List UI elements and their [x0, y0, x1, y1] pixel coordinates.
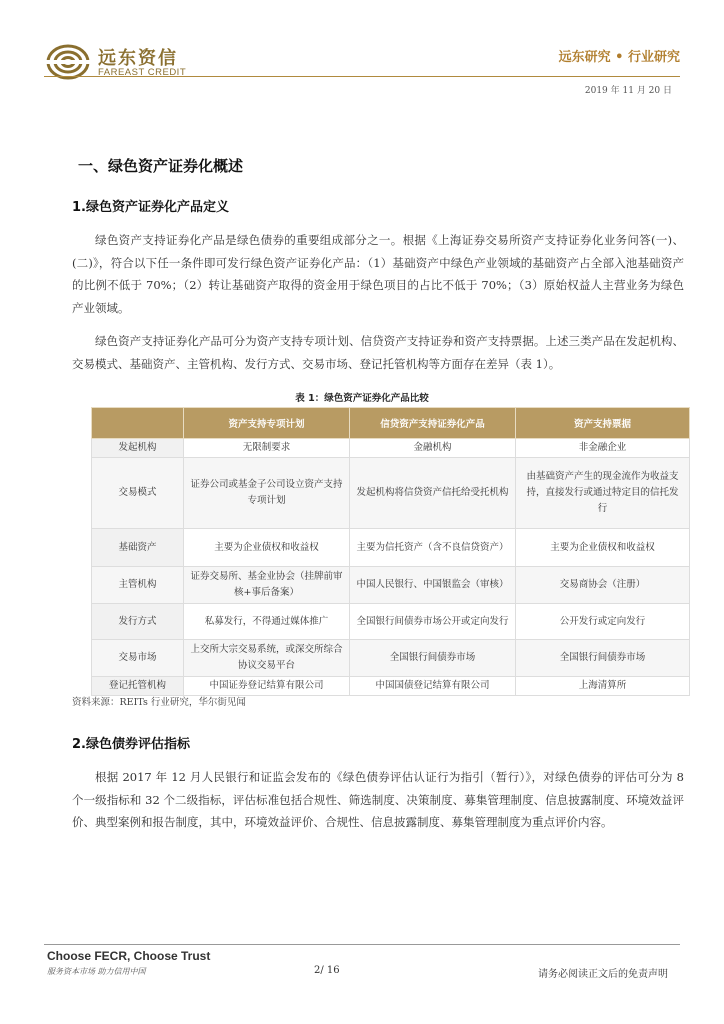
table-cell: 金融机构: [350, 439, 516, 458]
subsection-heading-definition: 1.绿色资产证券化产品定义: [72, 200, 229, 215]
comparison-table: [91, 407, 690, 696]
table-cell: 中国国债登记结算有限公司: [350, 677, 516, 696]
table-row: [92, 604, 690, 640]
table-cell: 主要为企业债权和收益权: [516, 529, 690, 567]
table-cell: 由基础资产产生的现金流作为收益支持，直接发行或通过特定目的信托发行: [516, 458, 690, 529]
report-section-label: 远东研究 • 行业研究: [558, 50, 680, 65]
table-cell: 主要为信托资产（含不良信贷资产）: [350, 529, 516, 567]
table-header-cell: 资产支持专项计划: [184, 408, 350, 439]
table-header-row: [92, 408, 690, 439]
header-divider: [44, 76, 680, 77]
subsection-heading-indicators: 2.绿色债券评估指标: [72, 737, 190, 752]
table-cell: 全国银行间债券市场: [516, 640, 690, 677]
table-header-cell: 资产支持票据: [516, 408, 690, 439]
table-row: [92, 640, 690, 677]
table-header-cell: [92, 408, 184, 439]
report-date: 2019 年 11 月 20 日: [584, 86, 672, 96]
footer-divider: [44, 944, 680, 945]
table-cell: 主要为企业债权和收益权: [184, 529, 350, 567]
table-row: [92, 567, 690, 604]
table-cell: 无限制要求: [184, 439, 350, 458]
table-row: [92, 458, 690, 529]
section-heading: 一、绿色资产证券化概述: [78, 157, 244, 175]
table-cell: 中国证券登记结算有限公司: [184, 677, 350, 696]
footer-tagline: 服务资本市场 助力信用中国: [47, 967, 146, 976]
table-cell: 证券公司或基金子公司设立资产支持专项计划: [184, 458, 350, 529]
paragraph-classification: 绿色资产支持证券化产品可分为资产支持专项计划、信贷资产支持证券和资产支持票据。上述三类产品在发起机构、交易模式、基础资产、主管机构、发行方式、交易市场、登记托管机构等方面存在差异（表 1）。: [72, 334, 684, 371]
table-row: [92, 439, 690, 458]
table-cell: 证券交易所、基金业协会（挂牌前审核+事后备案）: [184, 567, 350, 604]
row-label: 基础资产: [92, 529, 184, 567]
footer-disclaimer: 请务必阅读正文后的免责声明: [538, 969, 668, 980]
table-row: [92, 529, 690, 567]
table-cell: 上交所大宗交易系统，或深交所综合协议交易平台: [184, 640, 350, 677]
table-cell: 中国人民银行、中国银监会（审核）: [350, 567, 516, 604]
row-label: 发行方式: [92, 604, 184, 640]
table-cell: 公开发行或定向发行: [516, 604, 690, 640]
paragraph-indicators: 根据 2017 年 12 月人民银行和证监会发布的《绿色债券评估认证行为指引（暂行）》，对绿色债券的评估可分为 8 个一级指标和 32 个二级指标，评估标准包括合规性、筛选制度、决策制度、募集管理制度、信息披露制度、环境效益评价、典型案例和报告制度，其中，环境效益评价、合规性、信息披露制度、募集管理制度为重点评价内容。: [72, 770, 684, 829]
paragraph-definition: 绿色资产支持证券化产品是绿色债券的重要组成部分之一。根据《上海证券交易所资产支持证券化业务问答(一)、(二)》，符合以下任一条件即可发行绿色资产证券化产品：（1）基础资产中绿色产业领域的基础资产占全部入池基础资产的比例不低于 70%；（2）转让基础资产取得的资金用于绿色项目的占比不低于 70%；（3）原始权益人主营业务为绿色产业领域。: [72, 233, 684, 315]
logo-chinese-name: 远东资信: [98, 48, 178, 69]
table-cell: 私募发行，不得通过媒体推广: [184, 604, 350, 640]
table-cell: 发起机构将信贷资产信托给受托机构: [350, 458, 516, 529]
footer-slogan: Choose FECR, Choose Trust: [47, 949, 211, 963]
logo-english-name: FAREAST CREDIT: [98, 67, 187, 78]
table-cell: 全国银行间债券市场公开或定向发行: [350, 604, 516, 640]
table-cell: 上海清算所: [516, 677, 690, 696]
table-cell: 交易商协会（注册）: [516, 567, 690, 604]
table-cell: 全国银行间债券市场: [350, 640, 516, 677]
table-cell: 非金融企业: [516, 439, 690, 458]
table-source-note: 资料来源：REITs 行业研究，华尔街见闻: [72, 697, 246, 708]
row-label: 主管机构: [92, 567, 184, 604]
row-label: 交易模式: [92, 458, 184, 529]
table-row: [92, 677, 690, 696]
row-label: 交易市场: [92, 640, 184, 677]
row-label: 发起机构: [92, 439, 184, 458]
table-header-cell: 信贷资产支持证券化产品: [350, 408, 516, 439]
table-caption: 表 1：绿色资产证券化产品比较: [295, 393, 429, 404]
row-label: 登记托管机构: [92, 677, 184, 696]
page-number: 2/ 16: [314, 965, 340, 976]
